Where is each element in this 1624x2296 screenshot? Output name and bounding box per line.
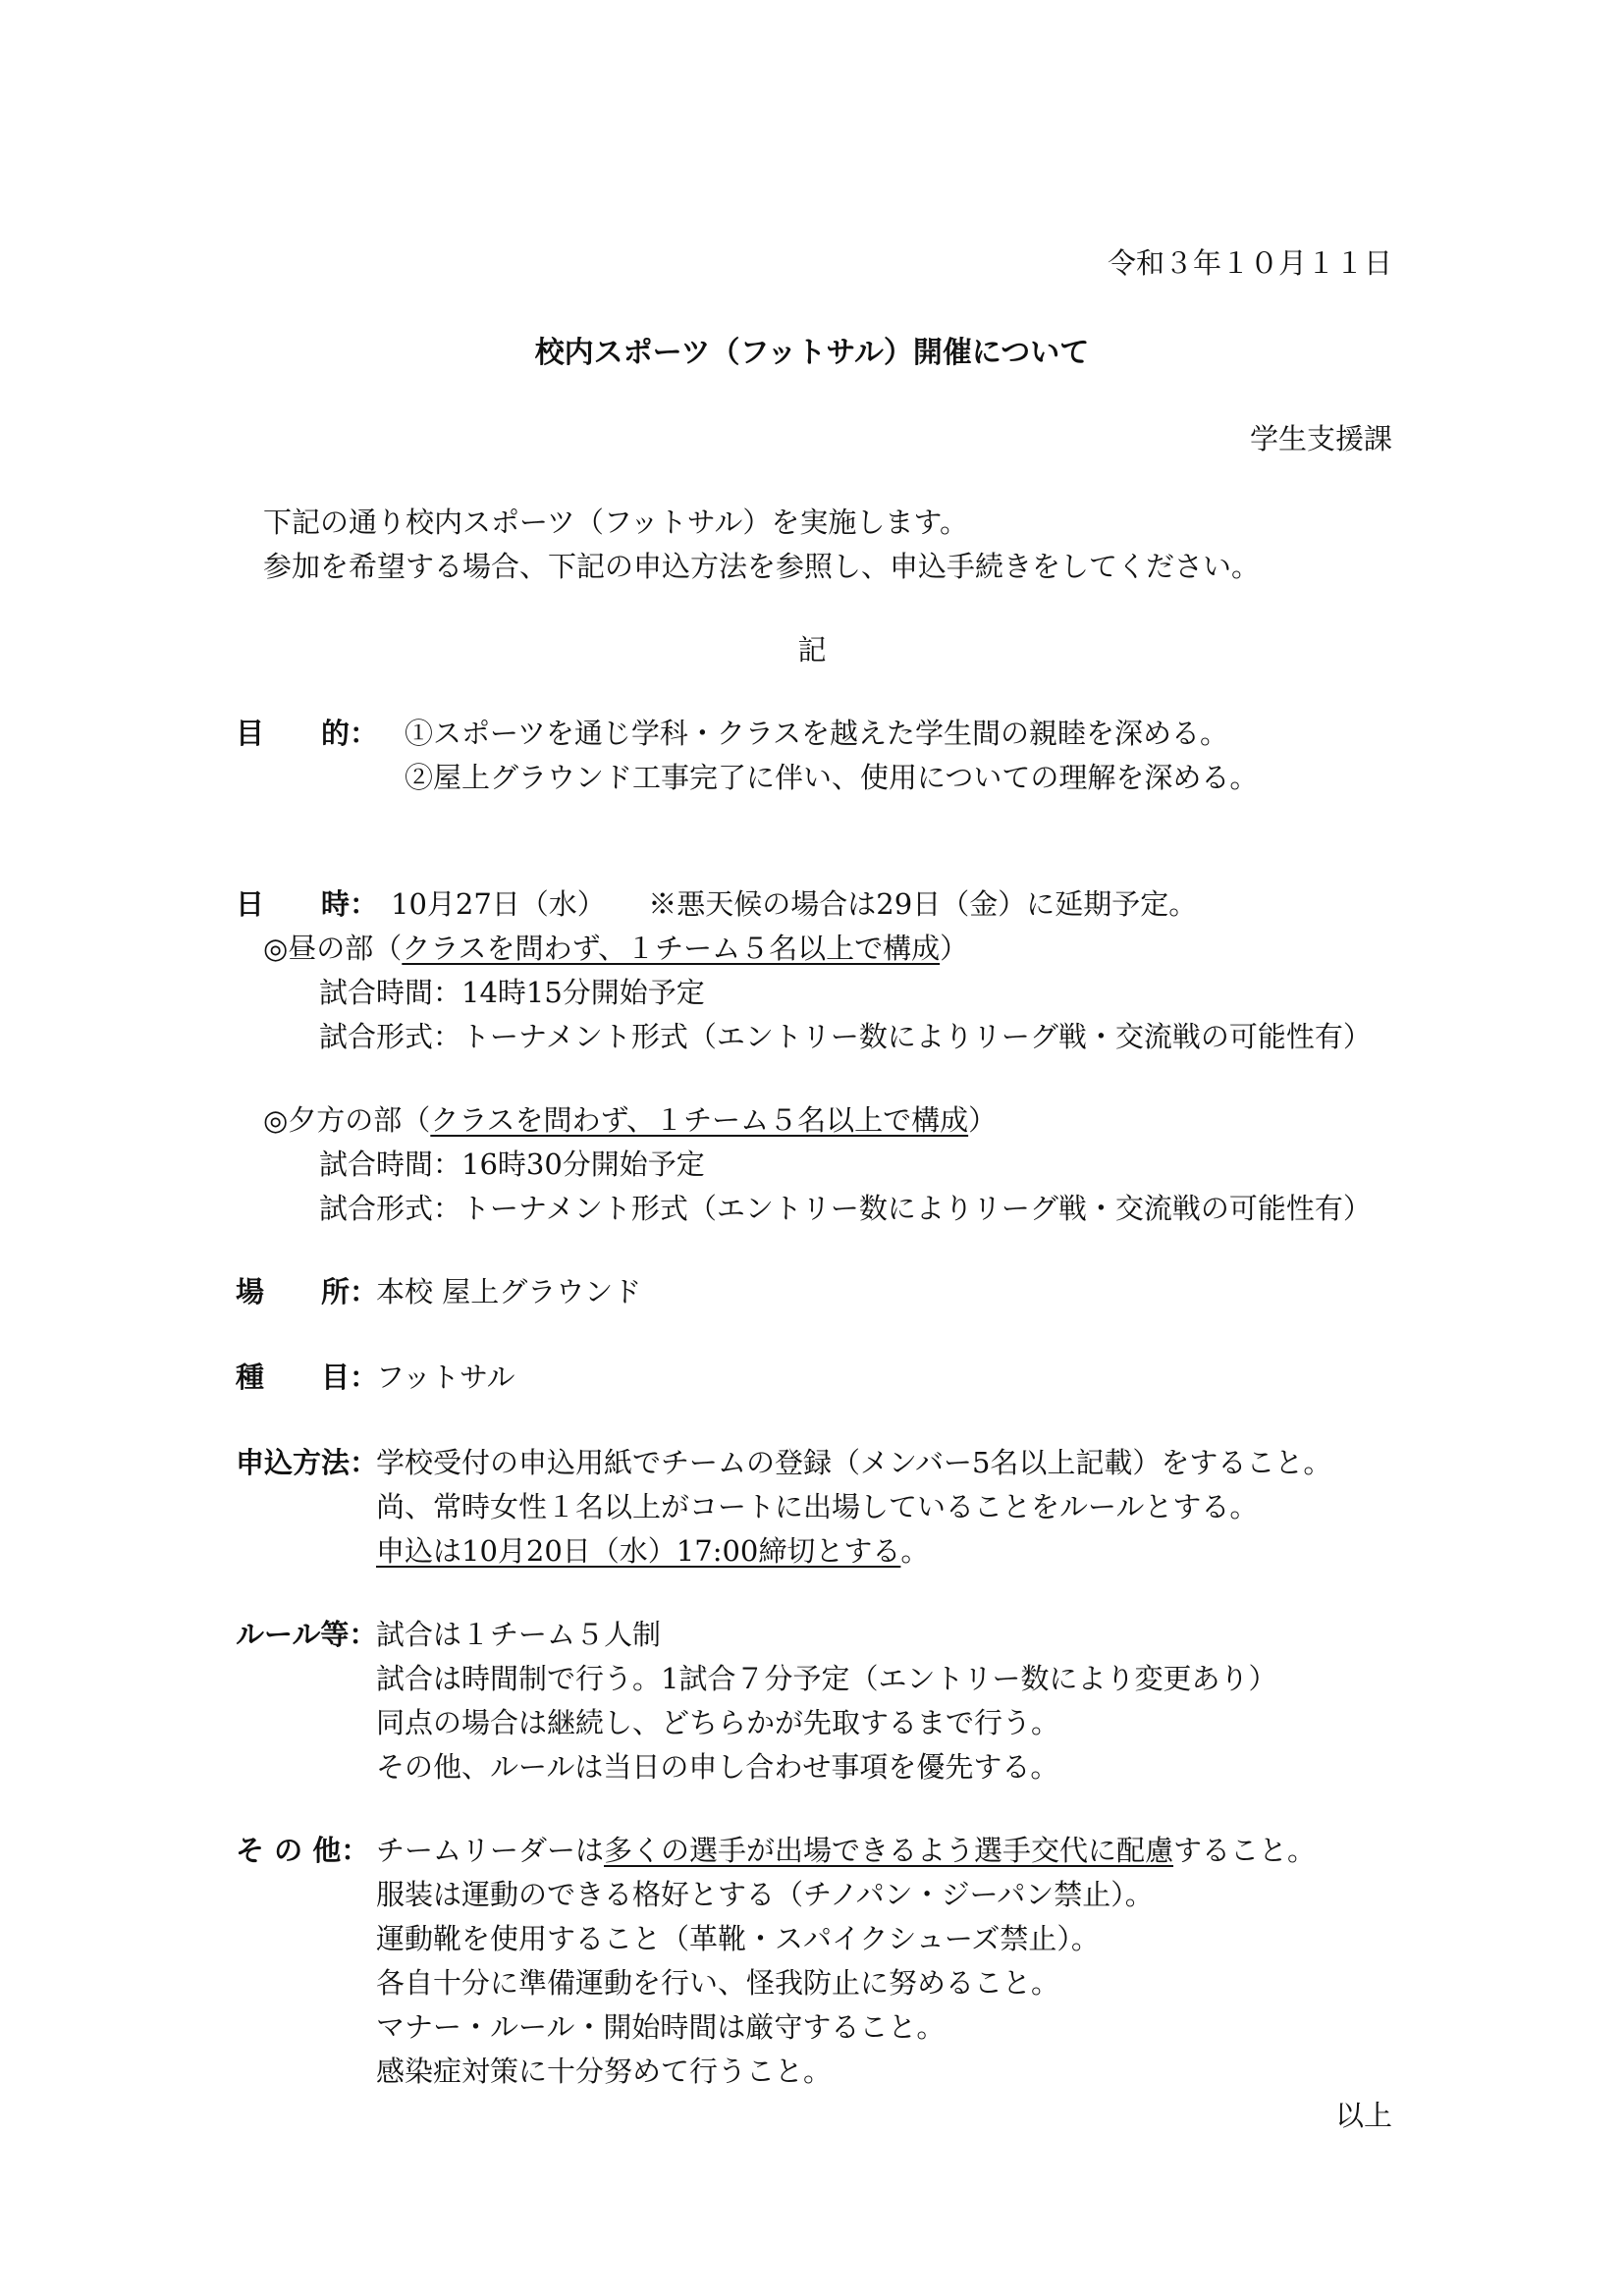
document-title: 校内スポーツ（フットサル）開催について — [534, 336, 1090, 370]
datetime-label: 日 時： — [236, 887, 379, 921]
day-session-condition: クラスを問わず、１チーム５名以上で構成 — [402, 932, 941, 965]
event-text: フットサル — [376, 1361, 515, 1394]
day-session-head: ◎昼の部（ — [263, 932, 403, 965]
purpose-item-2: ②屋上グラウンド工事完了に伴い、使用についての理解を深める。 — [405, 761, 1259, 794]
application-line-2: 尚、常時女性１名以上がコートに出場していることをルールとする。 — [376, 1490, 1259, 1523]
evening-session-tail: ） — [968, 1103, 998, 1137]
other-line-3: 運動靴を使用すること（革靴・スパイクシューズ禁止）。 — [376, 1922, 1100, 1955]
closing-text: 以上 — [1334, 2099, 1392, 2132]
day-session-time: 試合時間：14時15分開始予定 — [319, 976, 705, 1009]
day-session-tail: ） — [940, 932, 969, 965]
ki-marker: 記 — [797, 633, 827, 667]
purpose-item-1: ①スポーツを通じ学科・クラスを越えた学生間の親睦を深める。 — [405, 717, 1228, 750]
other-line-2: 服装は運動のできる格好とする（チノパン・ジーパン禁止）。 — [376, 1878, 1154, 1911]
intro-line-2: 参加を希望する場合、下記の申込方法を参照し、申込手続きをしてください。 — [263, 550, 1261, 583]
place-label: 場 所： — [236, 1275, 379, 1308]
other-line-5: マナー・ルール・開始時間は厳守すること。 — [376, 2010, 946, 2044]
rules-line-4: その他、ルールは当日の申し合わせ事項を優先する。 — [376, 1750, 1059, 1784]
other-label: そ の 他： — [236, 1834, 370, 1867]
application-deadline-end: 。 — [900, 1534, 930, 1568]
document-date: 令和３年１０月１１日 — [1107, 246, 1392, 280]
rules-label: ルール等： — [236, 1618, 378, 1651]
issuing-department: 学生支援課 — [1249, 422, 1392, 455]
other-line-1 — [376, 1834, 1317, 1867]
intro-line-1: 下記の通り校内スポーツ（フットサル）を実施します。 — [263, 506, 969, 539]
other-line-1-underlined: 多くの選手が出場できるよう選手交代に配慮 — [604, 1834, 1174, 1867]
application-line-1: 学校受付の申込用紙でチームの登録（メンバー5名以上記載）をすること。 — [376, 1446, 1332, 1479]
application-deadline-text: 申込は10月20日（水）17:00締切とする — [376, 1534, 901, 1568]
rules-line-3: 同点の場合は継続し、どちらかが先取するまで行う。 — [376, 1706, 1060, 1739]
rules-line-1: 試合は１チーム５人制 — [376, 1618, 662, 1651]
other-line-1-pre: チームリーダーは — [376, 1834, 605, 1867]
evening-session-time: 試合時間：16時30分開始予定 — [319, 1148, 705, 1181]
datetime-text: 10月27日（水） ※悪天候の場合は29日（金）に延期予定。 — [391, 887, 1198, 921]
day-session-heading — [263, 934, 968, 963]
purpose-label: 目 的： — [236, 717, 379, 750]
other-line-1-post: すること。 — [1173, 1834, 1317, 1867]
application-deadline — [376, 1534, 930, 1568]
other-line-6: 感染症対策に十分努めて行うこと。 — [376, 2055, 833, 2088]
evening-session-head: ◎夕方の部（ — [263, 1103, 431, 1137]
event-label: 種 目： — [236, 1361, 379, 1394]
evening-session-format: 試合形式：トーナメント形式（エントリー数によりリーグ戦・交流戦の可能性有） — [319, 1192, 1372, 1225]
other-line-4: 各自十分に準備運動を行い、怪我防止に努めること。 — [376, 1966, 1060, 2000]
rules-line-2: 試合は時間制で行う。1試合７分予定（エントリー数により変更あり） — [376, 1662, 1277, 1695]
evening-session-condition: クラスを問わず、１チーム５名以上で構成 — [430, 1103, 969, 1137]
application-label: 申込方法： — [236, 1446, 379, 1479]
evening-session-heading — [263, 1103, 998, 1137]
place-text: 本校 屋上グラウンド — [376, 1275, 642, 1308]
day-session-format: 試合形式：トーナメント形式（エントリー数によりリーグ戦・交流戦の可能性有） — [319, 1020, 1372, 1053]
